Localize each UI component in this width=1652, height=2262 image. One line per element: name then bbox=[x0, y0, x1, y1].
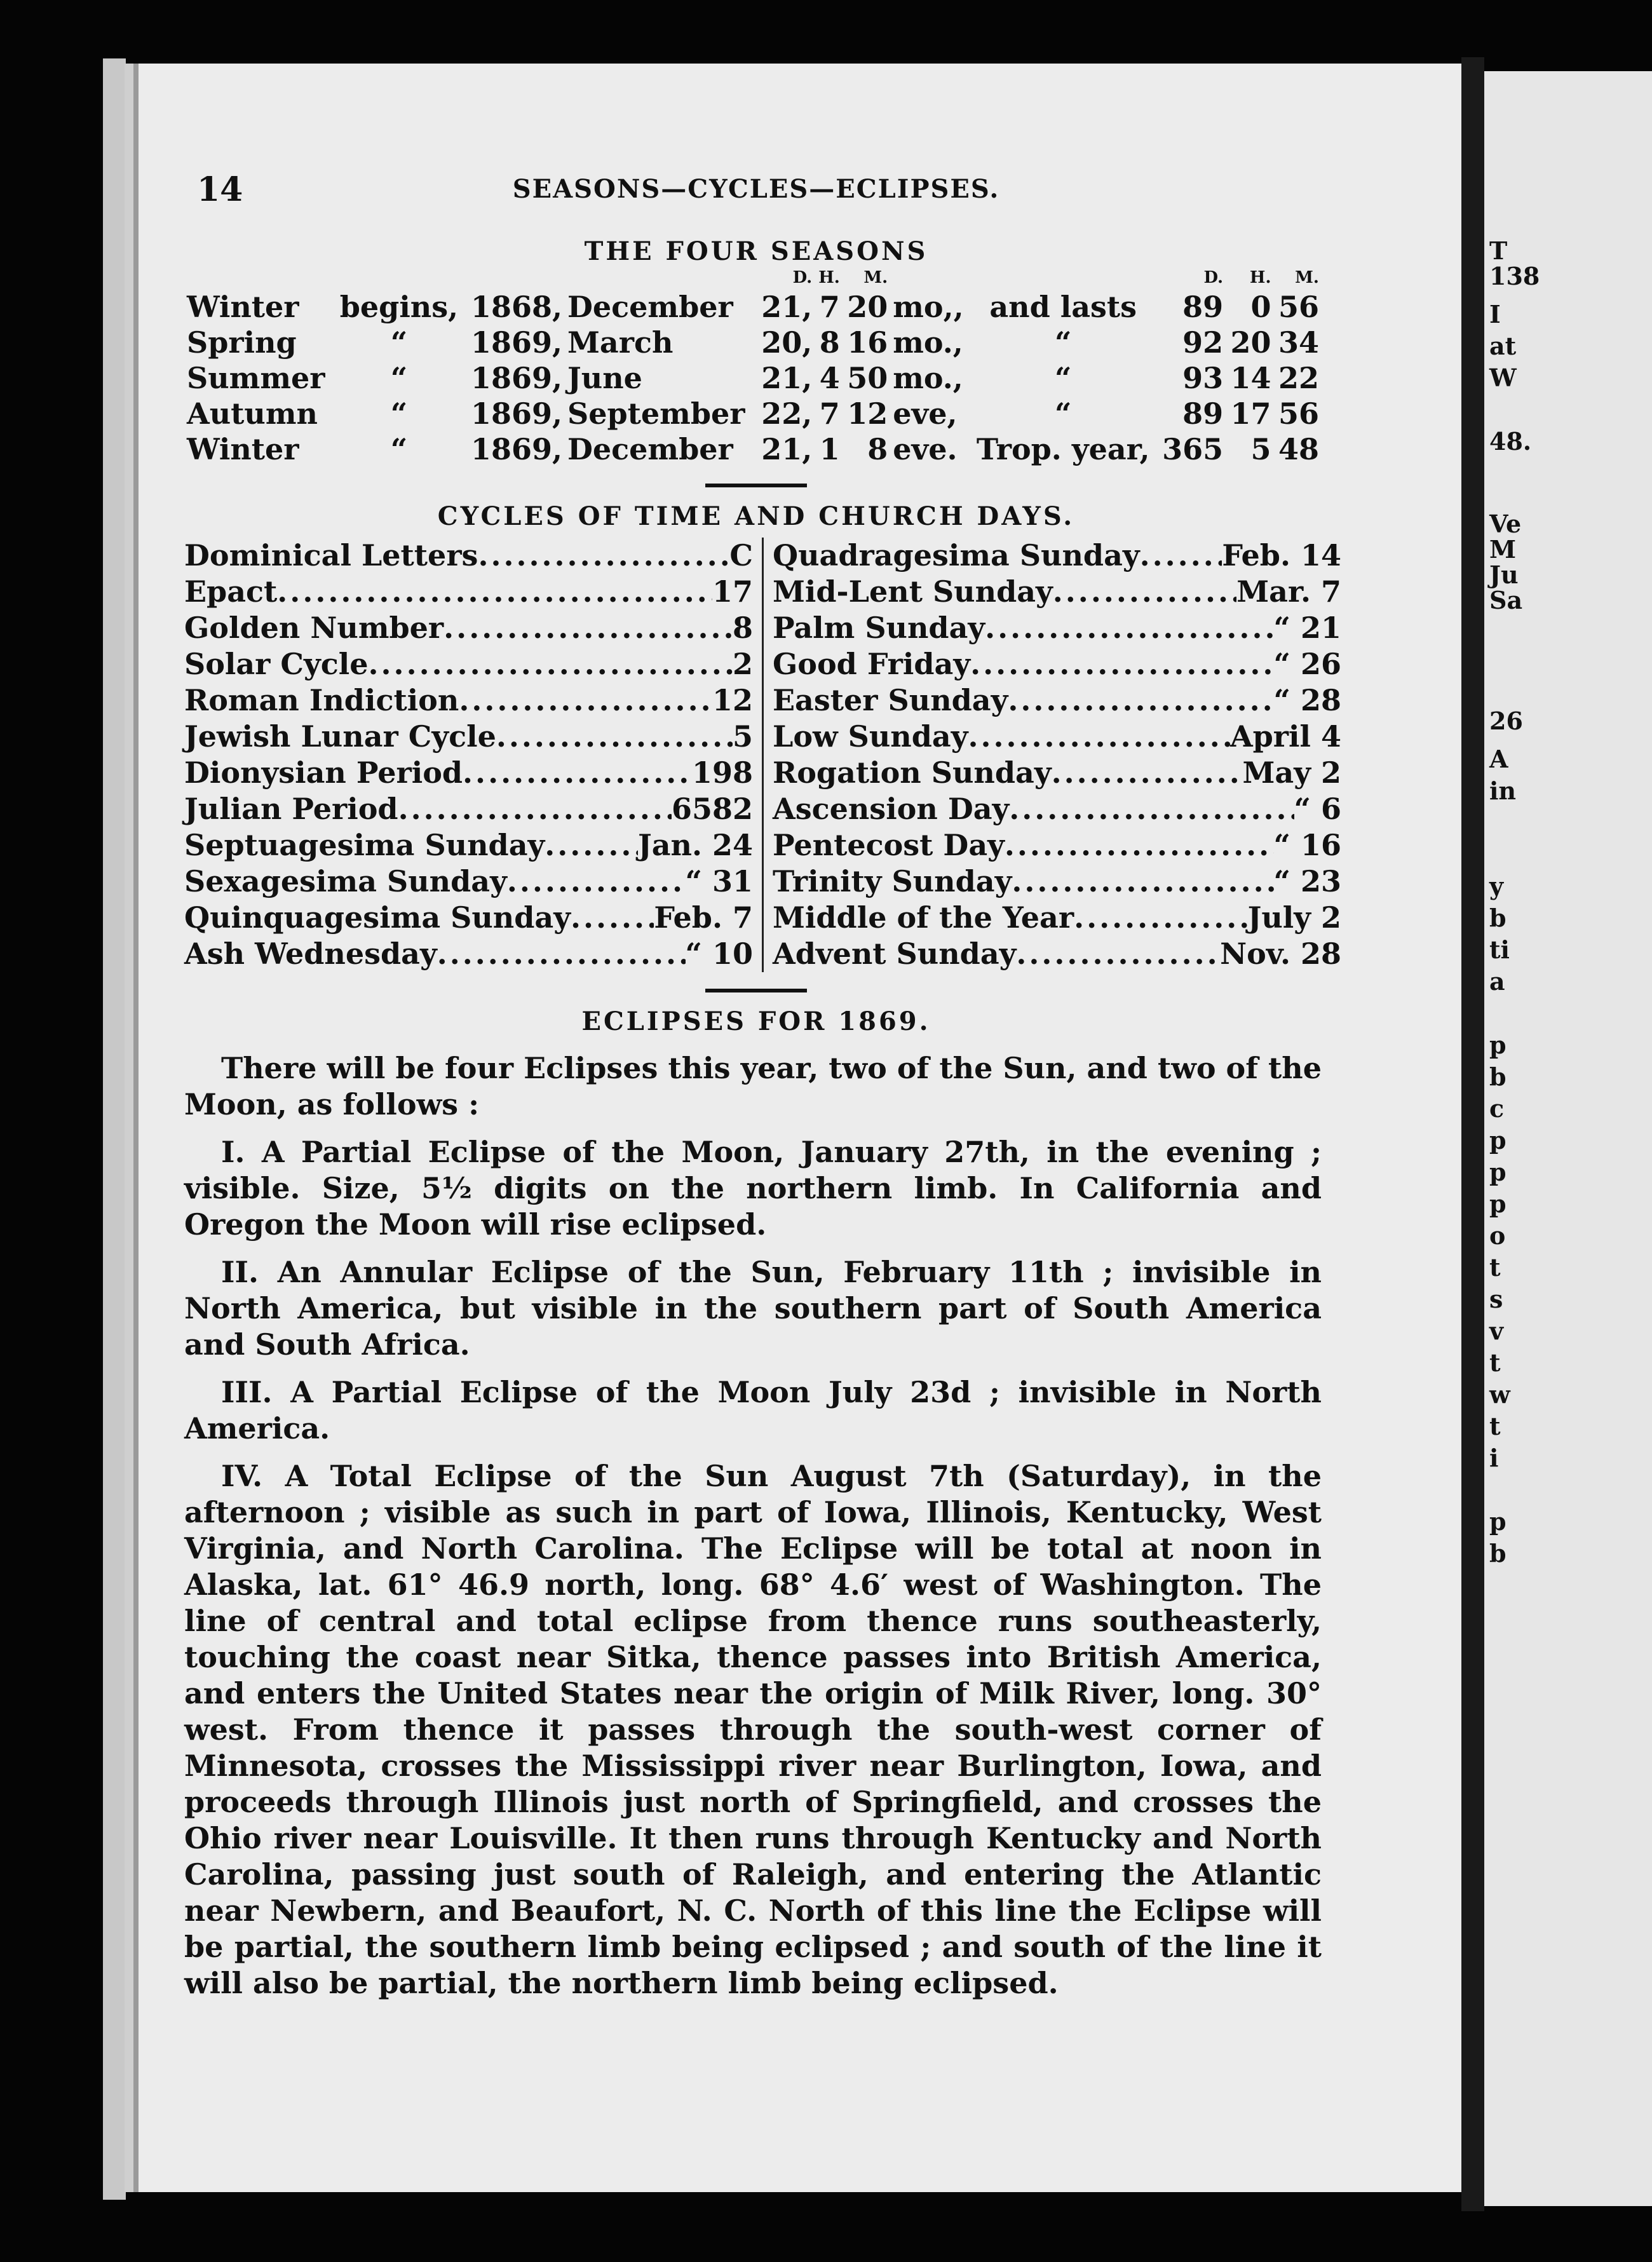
season-name: Summer bbox=[187, 361, 325, 395]
season-hour: 7 bbox=[819, 396, 840, 431]
cycle-value: April 4 bbox=[1229, 719, 1341, 754]
section-rule bbox=[705, 484, 807, 487]
season-row bbox=[184, 431, 1322, 467]
cycle-row bbox=[773, 755, 1341, 791]
blank-cell bbox=[970, 266, 1156, 289]
cycle-label: Good Friday bbox=[773, 647, 971, 681]
cycle-label: Ascension Day bbox=[773, 792, 1010, 826]
cycle-label: Julian Period bbox=[184, 792, 398, 826]
units-header-row bbox=[184, 266, 1322, 289]
facing-text-fragment: 48. bbox=[1489, 427, 1532, 456]
cycle-label: Easter Sunday bbox=[773, 683, 1008, 717]
unit-label: H. bbox=[818, 268, 840, 287]
cycle-row bbox=[184, 538, 753, 574]
leader-dots bbox=[463, 755, 692, 791]
leader-dots bbox=[545, 827, 638, 863]
season-year: 1869, bbox=[470, 396, 562, 431]
eclipse-paragraph bbox=[184, 1134, 1322, 1243]
cycle-label: Sexagesima Sunday bbox=[184, 864, 507, 898]
season-period: eve, bbox=[893, 396, 958, 431]
facing-text-fragment: p bbox=[1489, 1189, 1506, 1218]
season-year: 1869, bbox=[470, 361, 562, 395]
cycles-right-column bbox=[764, 538, 1341, 972]
eclipse-paragraph bbox=[184, 1254, 1322, 1363]
cycle-label: Quinquagesima Sunday bbox=[184, 900, 571, 935]
season-month: December bbox=[567, 290, 733, 324]
facing-text-fragment: i bbox=[1489, 1444, 1499, 1472]
length-minutes: 56 bbox=[1278, 290, 1319, 324]
facing-text-fragment: y bbox=[1489, 872, 1504, 900]
cycle-label: Trinity Sunday bbox=[773, 864, 1012, 898]
season-minute: 8 bbox=[867, 432, 888, 466]
cycle-label: Septuagesima Sunday bbox=[184, 828, 545, 862]
leader-dots bbox=[1140, 538, 1222, 574]
leader-dots bbox=[496, 719, 733, 755]
page-content bbox=[184, 170, 1341, 2013]
cycle-value: 12 bbox=[712, 683, 753, 717]
leader-dots bbox=[1012, 863, 1273, 900]
cycle-label: Ash Wednesday bbox=[184, 937, 437, 971]
leader-dots bbox=[1074, 900, 1247, 936]
eclipses-body bbox=[184, 1050, 1328, 2001]
unit-label: M. bbox=[1295, 268, 1319, 287]
facing-text-fragment: o bbox=[1489, 1221, 1506, 1250]
facing-page bbox=[1484, 71, 1652, 2206]
length-minutes: 22 bbox=[1278, 361, 1319, 395]
season-verb: “ bbox=[390, 396, 408, 431]
page-edge bbox=[103, 58, 126, 2200]
season-day: 20, bbox=[761, 325, 813, 360]
cycle-row bbox=[184, 610, 753, 646]
leader-dots bbox=[985, 610, 1273, 646]
season-lasts: and lasts bbox=[989, 290, 1137, 324]
leader-dots bbox=[1016, 936, 1220, 972]
cycle-row bbox=[184, 646, 753, 682]
cycle-row bbox=[184, 827, 753, 863]
season-year: 1869, bbox=[470, 325, 562, 360]
cycle-value: “ 31 bbox=[685, 864, 753, 898]
leader-dots bbox=[443, 610, 733, 646]
cycle-label: Roman Indiction bbox=[184, 683, 459, 717]
facing-text-fragment: p bbox=[1489, 1507, 1506, 1536]
eclipse-paragraph bbox=[184, 1050, 1322, 1123]
cycle-label: Palm Sunday bbox=[773, 611, 985, 645]
leader-dots bbox=[369, 646, 733, 682]
cycle-label: Pentecost Day bbox=[773, 828, 1005, 862]
cycle-row bbox=[184, 900, 753, 936]
section-rule bbox=[705, 989, 807, 992]
facing-text-fragment: at bbox=[1489, 332, 1517, 360]
cycle-value: 2 bbox=[732, 647, 753, 681]
cycle-row bbox=[773, 827, 1341, 863]
cycle-label: Rogation Sunday bbox=[773, 755, 1052, 790]
season-day: 21, bbox=[761, 290, 813, 324]
facing-text-fragment: c bbox=[1489, 1094, 1505, 1123]
cycle-row bbox=[773, 900, 1341, 936]
season-lasts: “ bbox=[1054, 361, 1072, 395]
facing-text-fragment: b bbox=[1489, 1539, 1506, 1568]
facing-text-fragment: W bbox=[1489, 363, 1517, 392]
cycle-label: Quadragesima Sunday bbox=[773, 538, 1140, 572]
season-day: 22, bbox=[761, 396, 813, 431]
facing-text-fragment: b bbox=[1489, 904, 1506, 932]
cycle-value: 8 bbox=[732, 611, 753, 645]
leader-dots bbox=[277, 574, 712, 610]
facing-text-fragment: Ve bbox=[1489, 510, 1522, 538]
cycle-row bbox=[773, 719, 1341, 755]
length-hours: 14 bbox=[1230, 361, 1271, 395]
season-day: 21, bbox=[761, 361, 813, 395]
cycle-row bbox=[184, 863, 753, 900]
length-hours: 20 bbox=[1230, 325, 1271, 360]
season-minute: 20 bbox=[847, 290, 888, 324]
season-row bbox=[184, 289, 1322, 325]
season-name: Spring bbox=[187, 325, 297, 360]
unit-label: D. bbox=[1203, 268, 1224, 287]
cycle-value: “ 6 bbox=[1294, 792, 1341, 826]
leader-dots bbox=[1052, 755, 1243, 791]
seasons-table bbox=[184, 266, 1322, 467]
cycles-title: CYCLES OF TIME AND CHURCH DAYS. bbox=[437, 501, 1075, 531]
eclipse-paragraph-text: I. A Partial Eclipse of the Moon, January 27th, in the evening ; visible. Size, 5½ digits on the northern limb. In California and Oregon the Moon will rise eclipsed. bbox=[184, 1135, 1322, 1242]
cycles-table bbox=[184, 538, 1341, 972]
facing-text-fragment: t bbox=[1489, 1253, 1501, 1282]
leader-dots bbox=[1009, 791, 1294, 827]
eclipses-title: ECLIPSES FOR 1869. bbox=[581, 1006, 931, 1036]
facing-text-fragment: in bbox=[1489, 776, 1517, 805]
cycle-label: Advent Sunday bbox=[773, 937, 1017, 971]
cycle-value: May 2 bbox=[1242, 755, 1341, 790]
cycle-row bbox=[184, 936, 753, 972]
facing-text-fragment: p bbox=[1489, 1031, 1506, 1059]
unit-label: H. bbox=[1249, 268, 1271, 287]
season-minute: 16 bbox=[847, 325, 888, 360]
leader-dots bbox=[1053, 574, 1236, 610]
leader-dots bbox=[459, 682, 712, 719]
cycle-value: C bbox=[729, 538, 753, 572]
cycle-row bbox=[773, 610, 1341, 646]
leader-dots bbox=[968, 719, 1229, 755]
leader-dots bbox=[1005, 827, 1274, 863]
cycle-label: Mid-Lent Sunday bbox=[773, 574, 1053, 609]
season-month: March bbox=[567, 325, 674, 360]
seasons-title: THE FOUR SEASONS bbox=[584, 236, 928, 266]
cycle-value: Feb. 7 bbox=[654, 900, 753, 935]
leader-dots bbox=[970, 646, 1273, 682]
season-hour: 4 bbox=[819, 361, 840, 395]
season-row bbox=[184, 396, 1322, 431]
eclipse-paragraph-text: III. A Partial Eclipse of the Moon July 23d ; invisible in North America. bbox=[184, 1375, 1322, 1446]
eclipse-paragraph bbox=[184, 1374, 1322, 1447]
season-row bbox=[184, 325, 1322, 360]
length-days: 93 bbox=[1182, 361, 1224, 395]
season-period: eve. bbox=[893, 432, 958, 466]
leader-dots bbox=[398, 791, 672, 827]
facing-text-fragment: b bbox=[1489, 1062, 1506, 1091]
facing-text-fragment: p bbox=[1489, 1126, 1506, 1155]
facing-text-fragment: A bbox=[1489, 745, 1508, 773]
season-row bbox=[184, 360, 1322, 396]
unit-label: M. bbox=[863, 268, 888, 287]
cycle-value: Mar. 7 bbox=[1236, 574, 1341, 609]
facing-text-fragment: 138 bbox=[1489, 262, 1540, 290]
season-month: September bbox=[567, 396, 745, 431]
cycle-value: “ 23 bbox=[1273, 864, 1341, 898]
eclipse-paragraph-text: There will be four Eclipses this year, two of the Sun, and two of the Moon, as follows : bbox=[184, 1051, 1322, 1121]
blank-cell bbox=[464, 266, 565, 289]
cycle-value: “ 26 bbox=[1273, 647, 1341, 681]
length-days: 92 bbox=[1182, 325, 1224, 360]
facing-text-fragment: Sa bbox=[1489, 586, 1523, 614]
season-year: 1869, bbox=[470, 432, 562, 466]
season-period: mo,, bbox=[893, 290, 964, 324]
cycle-row bbox=[184, 719, 753, 755]
cycle-label: Jewish Lunar Cycle bbox=[184, 719, 496, 754]
cycle-row bbox=[773, 574, 1341, 610]
facing-text-fragment: a bbox=[1489, 967, 1505, 996]
season-month: December bbox=[567, 432, 733, 466]
cycle-value: Feb. 14 bbox=[1222, 538, 1341, 572]
season-lasts: Trop. year, bbox=[976, 432, 1150, 466]
season-hour: 7 bbox=[819, 290, 840, 324]
eclipse-paragraph bbox=[184, 1458, 1322, 2001]
cycle-row bbox=[773, 538, 1341, 574]
season-period: mo., bbox=[893, 325, 963, 360]
season-month: June bbox=[567, 361, 642, 395]
facing-text-fragment: s bbox=[1489, 1285, 1503, 1313]
season-minute: 50 bbox=[847, 361, 888, 395]
length-days: 365 bbox=[1162, 432, 1224, 466]
page-number: 14 bbox=[197, 170, 243, 209]
leader-dots bbox=[507, 863, 686, 900]
cycle-label: Dionysian Period bbox=[184, 755, 463, 790]
season-name: Winter bbox=[187, 290, 299, 324]
facing-text-fragment: T bbox=[1489, 236, 1508, 265]
leader-dots bbox=[571, 900, 654, 936]
cycle-value: “ 16 bbox=[1273, 828, 1341, 862]
season-verb: “ bbox=[390, 325, 408, 360]
facing-text-fragment: 26 bbox=[1489, 707, 1523, 735]
blank-cell bbox=[334, 266, 464, 289]
cycle-label: Solar Cycle bbox=[184, 647, 369, 681]
cycle-value: “ 21 bbox=[1273, 611, 1341, 645]
leader-dots bbox=[478, 538, 729, 574]
blank-cell bbox=[565, 266, 756, 289]
cycle-row bbox=[773, 791, 1341, 827]
cycle-label: Middle of the Year bbox=[773, 900, 1074, 935]
cycle-label: Low Sunday bbox=[773, 719, 968, 754]
season-verb: “ bbox=[390, 432, 408, 466]
cycle-row bbox=[184, 755, 753, 791]
length-hours: 17 bbox=[1230, 396, 1271, 431]
leader-dots bbox=[437, 936, 686, 972]
length-minutes: 56 bbox=[1278, 396, 1319, 431]
running-head bbox=[184, 170, 1328, 215]
eclipse-paragraph-text: IV. A Total Eclipse of the Sun August 7th (Saturday), in the afternoon ; visible as such in part of Iowa, Illinois, Kentucky, West Virginia, and North Carolina. The Eclipse will be total at noon in Alaska, lat. 61° 46.9 north, long. 68° 4.6′ west of Washington. The line of central and total eclipse from thence runs southeasterly, touching the coast near Sitka, thence passes into British America, and enters the United States near the origin of Milk River, long. 30° west. From thence it passes through the south-west corner of Minnesota, crosses the Mississippi river near Burlington, Iowa, and proceeds through Illinois just north of Springfield, and crosses the Ohio river near Louisville. It then runs through Kentucky and North Carolina, passing just south of Raleigh, and entering the Atlantic near Newbern, and Beaufort, N. C. North of this line the Eclipse will be partial, the southern limb being eclipsed ; and south of the line it will also be partial, the northern limb being eclipsed. bbox=[184, 1459, 1322, 2000]
season-minute: 12 bbox=[847, 396, 888, 431]
unit-label: D. bbox=[792, 268, 813, 287]
season-lasts: “ bbox=[1054, 396, 1072, 431]
cycle-value: 198 bbox=[691, 755, 753, 790]
cycle-value: 17 bbox=[712, 574, 753, 609]
cycles-left-column bbox=[184, 538, 764, 972]
season-year: 1868, bbox=[470, 290, 562, 324]
length-days: 89 bbox=[1182, 396, 1224, 431]
cycle-row bbox=[773, 646, 1341, 682]
facing-text-fragment: t bbox=[1489, 1348, 1501, 1377]
facing-text-fragment: w bbox=[1489, 1380, 1510, 1409]
length-minutes: 48 bbox=[1278, 432, 1319, 466]
cycle-value: 5 bbox=[732, 719, 753, 754]
cycle-value: Nov. 28 bbox=[1220, 937, 1341, 971]
blank-cell bbox=[184, 266, 334, 289]
cycle-row bbox=[773, 682, 1341, 719]
cycle-value: 6582 bbox=[671, 792, 753, 826]
facing-text-fragment: Ju bbox=[1489, 560, 1519, 589]
cycle-value: Jan. 24 bbox=[637, 828, 753, 862]
cycle-row bbox=[184, 791, 753, 827]
cycle-value: July 2 bbox=[1247, 900, 1341, 935]
season-hour: 1 bbox=[819, 432, 840, 466]
cycle-row bbox=[184, 574, 753, 610]
facing-text-fragment: t bbox=[1489, 1412, 1501, 1440]
facing-text-fragment: I bbox=[1489, 300, 1501, 328]
book-gutter bbox=[1461, 57, 1484, 2211]
running-title: SEASONS—CYCLES—ECLIPSES. bbox=[512, 174, 1000, 204]
season-lasts: “ bbox=[1054, 325, 1072, 360]
season-period: mo., bbox=[893, 361, 963, 395]
length-hours: 0 bbox=[1250, 290, 1271, 324]
facing-text-fragment: M bbox=[1489, 535, 1517, 564]
season-verb: “ bbox=[390, 361, 408, 395]
cycle-value: “ 10 bbox=[685, 937, 753, 971]
season-name: Autumn bbox=[187, 396, 318, 431]
blank-cell bbox=[890, 266, 970, 289]
facing-text-fragment: ti bbox=[1489, 935, 1510, 964]
cycle-row bbox=[184, 682, 753, 719]
cycle-row bbox=[773, 936, 1341, 972]
cycle-row bbox=[773, 863, 1341, 900]
length-minutes: 34 bbox=[1278, 325, 1319, 360]
length-days: 89 bbox=[1182, 290, 1224, 324]
cycle-label: Dominical Letters bbox=[184, 538, 478, 572]
facing-text-fragment: p bbox=[1489, 1158, 1506, 1186]
cycle-label: Golden Number bbox=[184, 611, 444, 645]
eclipse-paragraph-text: II. An Annular Eclipse of the Sun, February 11th ; invisible in North America, but visible in the southern part of South America and South Africa. bbox=[184, 1255, 1322, 1362]
cycle-value: “ 28 bbox=[1273, 683, 1341, 717]
length-hours: 5 bbox=[1250, 432, 1271, 466]
season-verb: begins, bbox=[339, 290, 459, 324]
season-name: Winter bbox=[187, 432, 299, 466]
leader-dots bbox=[1008, 682, 1273, 719]
cycle-label: Epact bbox=[184, 574, 278, 609]
facing-text-fragment: v bbox=[1489, 1317, 1504, 1345]
season-day: 21, bbox=[761, 432, 813, 466]
season-hour: 8 bbox=[819, 325, 840, 360]
